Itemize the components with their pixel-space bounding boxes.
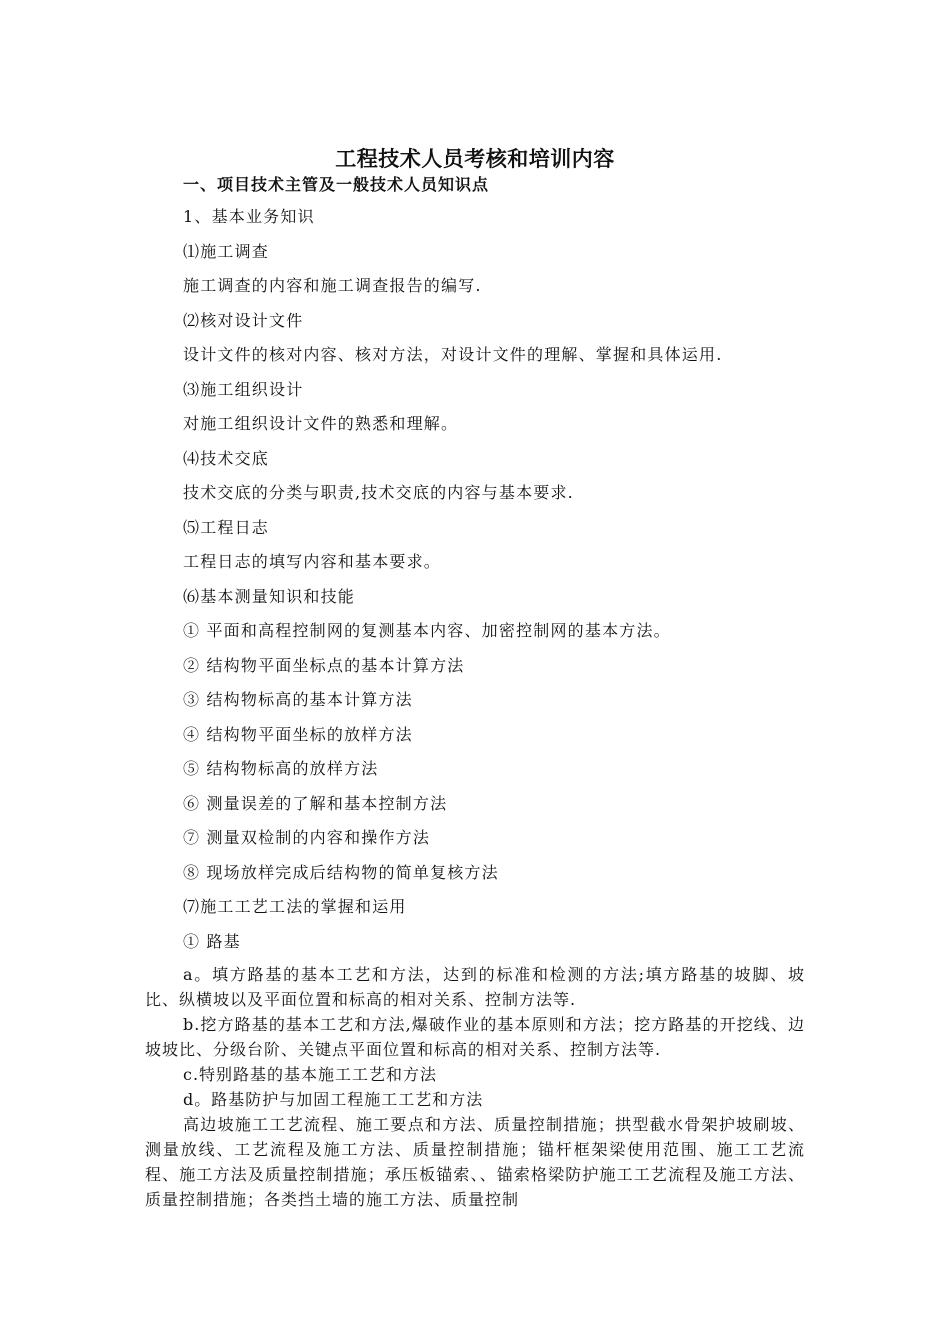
text-line: ⑹基本测量知识和技能 bbox=[183, 587, 356, 606]
text-line: 1、基本业务知识 bbox=[183, 207, 315, 226]
paragraph: d。路基防护与加固工程施工工艺和方法 bbox=[183, 1090, 484, 1109]
paragraph: b.挖方路基的基本工艺和方法,爆破作业的基本原则和方法；挖方路基的开挖线、边坡坡比、分级台阶、关键点平面位置和标高的相对关系、控制方法等. bbox=[145, 1015, 805, 1059]
section-heading: 一、项目技术主管及一般技术人员知识点 bbox=[183, 175, 490, 194]
text-line: ⑤ 结构物标高的放样方法 bbox=[183, 759, 379, 778]
text-line: ⑸工程日志 bbox=[183, 518, 270, 537]
text-line: ⑥ 测量误差的了解和基本控制方法 bbox=[183, 794, 448, 813]
text-line: 对施工组织设计文件的熟悉和理解。 bbox=[183, 414, 459, 433]
text-line: ⑵核对设计文件 bbox=[183, 311, 304, 330]
paragraph: a。填方路基的基本工艺和方法，达到的标准和检测的方法;填方路基的坡脚、坡比、纵横坡以及平面位置和标高的相对关系、控制方法等. bbox=[145, 965, 805, 1009]
document-title: 工程技术人员考核和培训内容 bbox=[335, 146, 615, 171]
text-line: ⑴施工调查 bbox=[183, 242, 270, 261]
text-line: ② 结构物平面坐标点的基本计算方法 bbox=[183, 656, 465, 675]
paragraph: 高边坡施工工艺流程、施工要点和方法、质量控制措施；拱型截水骨架护坡刷坡、测量放线、工艺流程及施工方法、质量控制措施；锚杆框架梁使用范围、施工工艺流程、施工方法及质量控制措施；承压板锚索、、锚索格梁防护施工工艺流程及施工方法、质量控制措施；各类挡土墙的施工方法、质量控制 bbox=[145, 1115, 805, 1209]
text-line: ④ 结构物平面坐标的放样方法 bbox=[183, 725, 413, 744]
text-line: 设计文件的核对内容、核对方法，对设计文件的理解、掌握和具体运用. bbox=[183, 345, 723, 364]
text-line: ⑺施工工艺工法的掌握和运用 bbox=[183, 897, 407, 916]
text-line: ⑷技术交底 bbox=[183, 449, 270, 468]
text-line: ⑶施工组织设计 bbox=[183, 380, 304, 399]
text-line: 工程日志的填写内容和基本要求。 bbox=[183, 552, 442, 571]
text-line: ① 路基 bbox=[183, 932, 241, 951]
text-line: 技术交底的分类与职责,技术交底的内容与基本要求. bbox=[183, 483, 574, 502]
text-line: ③ 结构物标高的基本计算方法 bbox=[183, 690, 413, 709]
text-line: ⑧ 现场放样完成后结构物的简单复核方法 bbox=[183, 863, 499, 882]
text-line: ① 平面和高程控制网的复测基本内容、加密控制网的基本方法。 bbox=[183, 621, 671, 640]
text-line: 施工调查的内容和施工调查报告的编写. bbox=[183, 276, 482, 295]
text-line: ⑦ 测量双检制的内容和操作方法 bbox=[183, 828, 431, 847]
paragraph: c.特别路基的基本施工工艺和方法 bbox=[183, 1065, 438, 1084]
